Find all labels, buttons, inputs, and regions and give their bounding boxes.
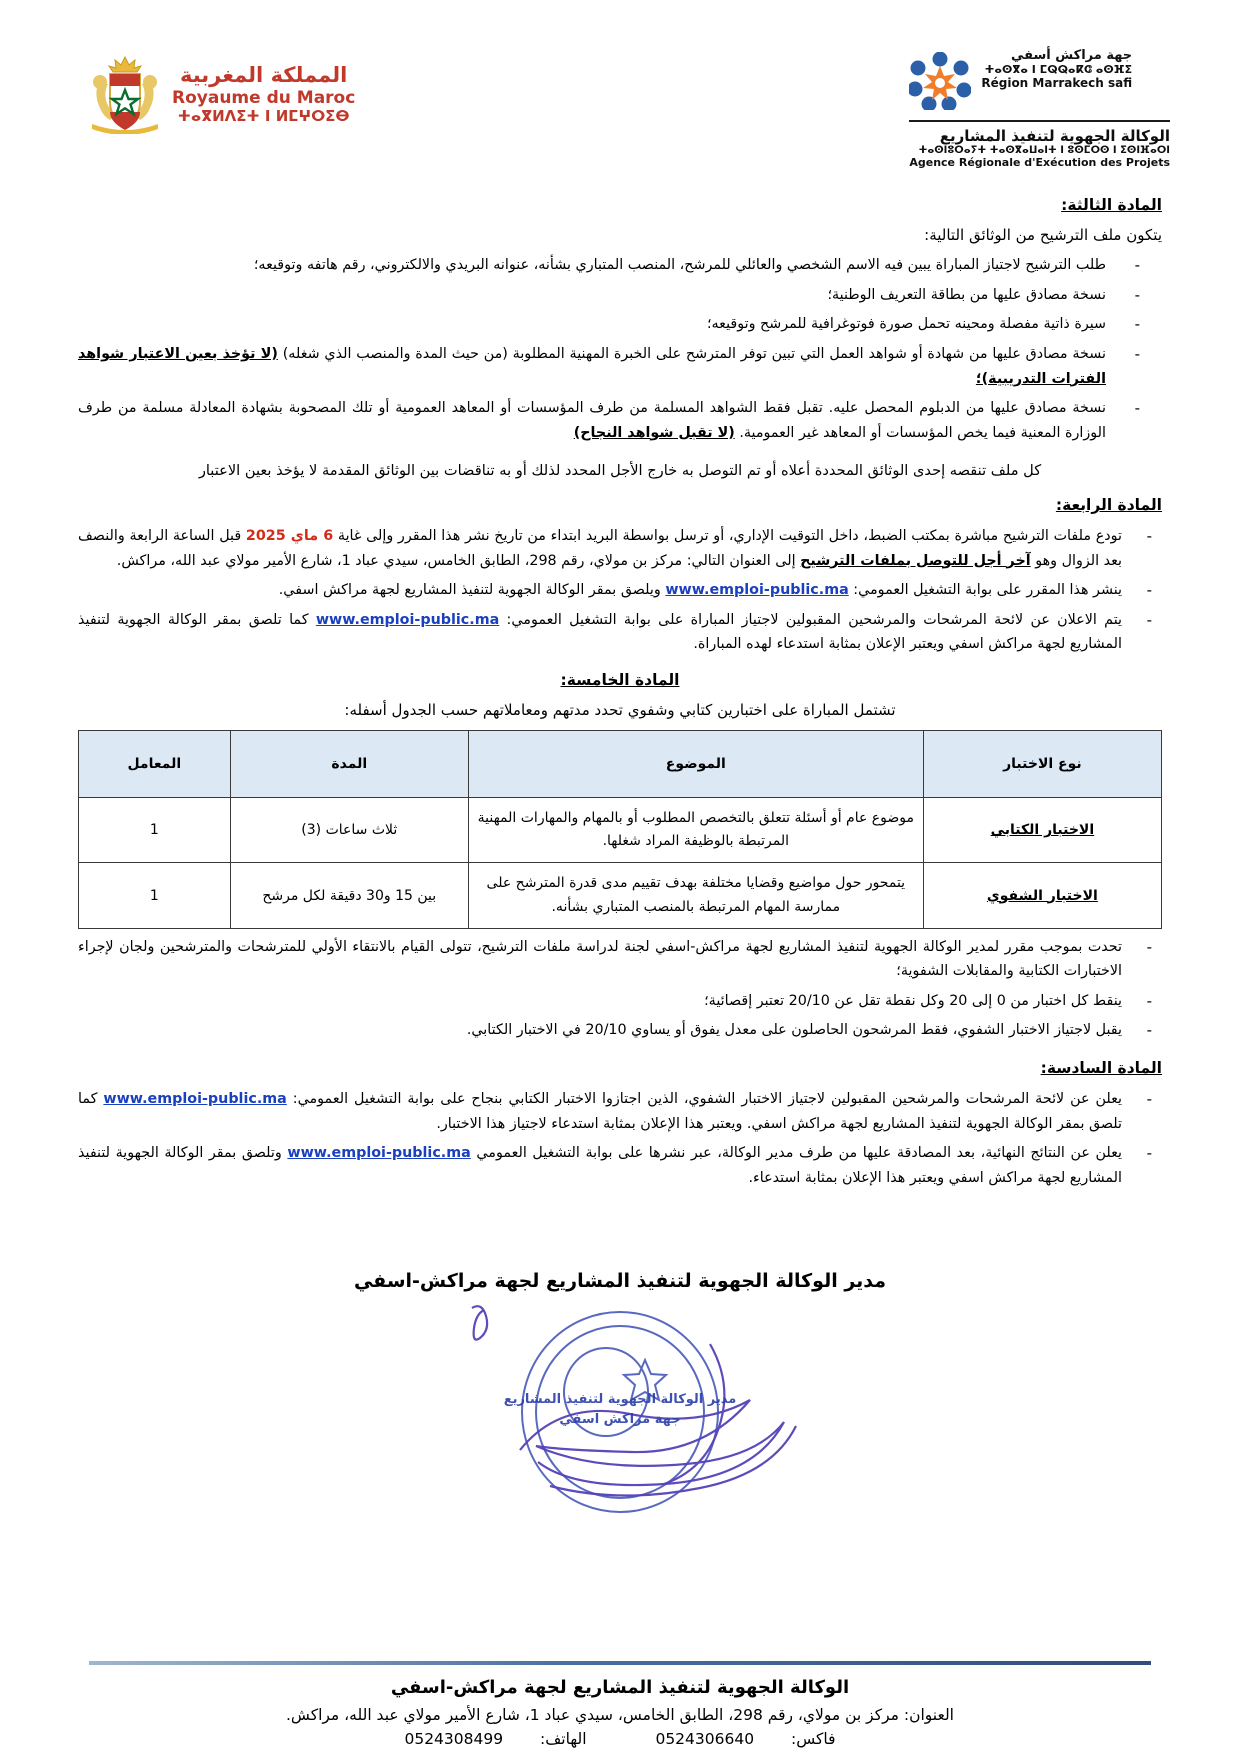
exam-table (78, 730, 1162, 928)
list-item (78, 396, 1162, 445)
emphasis-note: (لا تقبل شواهد النجاح) (573, 424, 735, 441)
text-run: سيرة ذاتية مفصلة ومحينه تحمل صورة فوتوغرافية للمرشح وتوقيعه؛ (706, 316, 1106, 333)
article-3-closing: كل ملف تنقصه إحدى الوثائق المحددة أعلاه أو تم التوصل به خارج الأجل المحدد لذلك أو به تناقضات بين الوثائق المقدمة لا يؤخذ بعين الاعتبار (198, 462, 1042, 480)
text-run: نسخة مصادق عليها من الدبلوم المحصل عليه. تقبل فقط الشواهد المسلمة من طرف المؤسسات أو المعاهد العمومية أو تلك المصحوبة بشهادة المعادلة مسلمة من طرف الوزارة المعنية فيما يخص المؤسسات أو المعاهد غير العمومية. (78, 400, 1106, 441)
list-item (78, 283, 1162, 308)
agency-name-french: Agence Régionale d'Exécution des Projets (909, 156, 1170, 169)
document-body (78, 196, 1162, 1195)
kingdom-titles (172, 63, 355, 126)
exam-subject-oral: يتمحور حول مواضيع وقضايا مختلفة بهدف تقييم مدى قدرة المترشح على ممارسة المهام المرتبطة بالمنصب المتباري بشأنه. (468, 863, 923, 928)
exam-table-header-duration: المدة (230, 731, 468, 798)
text-run: قبل الساعة الرابعة والنصف بعد الزوال وهو (78, 528, 1122, 569)
text-run: نسخة مصادق عليها من شهادة أو شواهد العمل التي تبين توفر المترشح على الخبرة المهنية المطلوبة (من حيث المدة والمنصب الذي شغله) (277, 345, 1106, 362)
text-run: تودع ملفات الترشيح مباشرة بمكتب الضبط، داخل التوقيت الإداري، أو ترسل بواسطة البريد ابتداء من تاريخ نشر هذا المقرر وإلى غاية (333, 528, 1122, 545)
list-item (78, 1141, 1162, 1190)
emploi-public-link[interactable]: www.emploi-public.ma (287, 1145, 471, 1162)
list-item (78, 524, 1162, 573)
header-divider (909, 120, 1170, 122)
text-run: ينشر هذا المقرر على بوابة التشغيل العمومي: (848, 582, 1122, 599)
list-item (78, 342, 1162, 391)
article-3-title: المادة الثالثة: (1061, 196, 1162, 214)
list-item (78, 312, 1162, 337)
text-run: طلب الترشيح لاجتياز المباراة يبين فيه الاسم الشخصي والعائلي للمرشح، المنصب المتباري بشأنه، عنوانه البريدي والالكتروني، رقم هاتفه وتوقيعه؛ (253, 257, 1106, 274)
article-4-list (78, 524, 1162, 657)
table-row (79, 798, 1162, 863)
footer-contact (0, 1730, 1240, 1754)
kingdom-name-tifinagh: ⵜⴰⴳⵍⴷⵉⵜ ⵏ ⵍⵎⵖⵔⵉⴱ (177, 106, 350, 125)
article-5-lead: تشتمل المباراة على اختبارين كتابي وشفوي تحدد مدتهم ومعاملاتهم حسب الجدول أسفله: (344, 700, 896, 719)
exam-table-header-coef: المعامل (79, 731, 231, 798)
region-marrakech-safi-star-logo-icon (909, 52, 971, 114)
list-item (78, 608, 1162, 657)
kingdom-name-french: Royaume du Maroc (172, 87, 356, 108)
region-name-arabic: جهة مراكش أسفي (1010, 48, 1133, 63)
emphasis-note: (لا تؤخذ بعين الاعتبار شواهد الفترات التدريبية)؛ (78, 345, 1106, 387)
footer-divider (89, 1661, 1151, 1665)
exam-duration-written: ثلاث ساعات (3) (230, 798, 468, 863)
exam-table-header-row (79, 731, 1162, 798)
list-item (78, 989, 1162, 1014)
exam-type-oral: الاختبار الشفوي (923, 863, 1161, 928)
text-run: ينقط كل اختبار من 0 إلى 20 وكل نقطة تقل عن 20/10 تعتبر إقصائية؛ (704, 992, 1122, 1009)
text-run: كما تلصق بمقر الوكالة الجهوية لتنفيذ المشاريع لجهة مراكش اسفي ويعتبر الإعلان بمثابة استدعاء لهده المباراة. (78, 611, 1122, 653)
article-6-title: المادة السادسة: (1040, 1058, 1162, 1077)
article-4-title: المادة الرابعة: (1055, 496, 1162, 515)
stamp-text-block (440, 1390, 800, 1429)
list-item (78, 935, 1162, 984)
text-run: تحدت بموجب مقرر لمدير الوكالة الجهوية لتنفيذ المشاريع لجهة مراكش-اسفي لجنة لدراسة ملفات الترشيح، تتولى القيام بالانتقاء الأولي للمترشحات والمترشحين ولجان لإجراء الاختبارات الكتابية والمقابلات الشفوية؛ (78, 938, 1122, 980)
exam-coefficient-oral: 1 (79, 863, 231, 928)
exam-type-written: الاختبار الكتابي (923, 798, 1161, 863)
text-run: يقبل لاجتياز الاختبار الشفوي، فقط المرشحون الحاصلون على معدل يفوق أو يساوي 20/10 في الاختبار الكتابي. (466, 1022, 1122, 1039)
exam-coefficient-written: 1 (79, 798, 231, 863)
article-3-lead: يتكون ملف الترشيح من الوثائق التالية: (924, 226, 1162, 244)
table-row (79, 863, 1162, 928)
text-run: ويلصق بمقر الوكالة الجهوية لتنفيذ المشاريع لجهة مراكش اسفي. (278, 582, 666, 599)
footer-fax: فاكس: 0524306640 (655, 1730, 836, 1748)
article-5-list (78, 935, 1162, 1043)
document-footer (0, 1661, 1240, 1754)
text-run: يتم الاعلان عن لائحة المرشحات والمرشحين المقبولين لاجتياز المباراة على بوابة التشغيل العمومي: (499, 611, 1122, 628)
text-run: إلى العنوان التالي: مركز بن مولاي، رقم 298، الطابق الخامس، سيدي عباد 1، شارع الأمير مولاي عبد الله، مراكش. (116, 552, 801, 569)
agency-emblem-block (909, 48, 1170, 169)
list-item (78, 1018, 1162, 1043)
footer-organization-name: الوكالة الجهوية لتنفيذ المشاريع لجهة مراكش-اسفي (390, 1677, 850, 1698)
article-3-list (78, 253, 1162, 445)
stamp-line-2: جهة مراكش اسفي (559, 1411, 681, 1427)
kingdom-name-arabic: المملكة المغربية (179, 62, 348, 87)
kingdom-emblem-block (88, 54, 355, 134)
emploi-public-link[interactable]: www.emploi-public.ma (665, 582, 849, 599)
text-run: يعلن عن لائحة المرشحات والمرشحين المقبولين لاجتياز الاختبار الشفوي، الذين اجتازوا الاختبار الكتابي بنجاح على بوابة التشغيل العمومي: (286, 1090, 1122, 1107)
text-run: كما تلصق بمقر الوكالة الجهوية لتنفيذ المشاريع لجهة مراكش اسفي. ويعتبر هذا الإعلان بمثابة استدعاء لاجتياز هذا الاختبار. (78, 1090, 1122, 1132)
list-item (78, 1087, 1162, 1136)
emphasis-note: آخر أجل للتوصل بملفات الترشيح (800, 552, 1031, 569)
list-item (78, 578, 1162, 603)
emploi-public-link[interactable]: www.emploi-public.ma (315, 611, 500, 628)
deadline-date: 6 ماي 2025 (245, 528, 334, 545)
agency-name-arabic: الوكالة الجهوية لتنفيذ المشاريع (939, 127, 1170, 145)
stamp-line-1: مدير الوكالة الجهوية لتنفيذ المشاريع (503, 1392, 737, 1407)
exam-table-body (79, 798, 1162, 928)
article-5-title: المادة الخامسة: (560, 670, 680, 689)
text-run: يعلن عن النتائج النهائية، بعد المصادقة عليها من طرف مدير الوكالة، عبر نشرها على بوابة التشغيل العمومي (470, 1145, 1122, 1162)
exam-table-header-subject: الموضوع (468, 731, 923, 798)
footer-address: العنوان: مركز بن مولاي، رقم 298، الطابق الخامس، سيدي عباد 1، شارع الأمير مولاي عبد الله، مراكش. (286, 1706, 954, 1724)
exam-subject-written: موضوع عام أو أسئلة تتعلق بالتخصص المطلوب أو بالمهام والمهارات المهنية المرتبطة بالوظيفة المراد شغلها. (468, 798, 923, 863)
moroccan-coat-of-arms-icon (88, 54, 162, 134)
article-6-list (78, 1087, 1162, 1190)
agency-titles (909, 48, 1170, 169)
document-header (0, 48, 1240, 169)
region-name-french: Région Marrakech safi (981, 76, 1133, 90)
signature-title: مدير الوكالة الجهوية لتنفيذ المشاريع لجهة مراكش-اسفي (353, 1270, 887, 1292)
text-run: نسخة مصادق عليها من بطاقة التعريف الوطنية؛ (827, 286, 1106, 303)
footer-phone: الهاتف: 0524308499 (404, 1730, 587, 1748)
agency-name-tifinagh: ⵜⴰⵙⵏⵓⵔⴰⵢⵜ ⵜⴰⵙⴳⴰⵡⴰⵏⵜ ⵏ ⵓⵙⵎⵔⵙ ⵏ ⵉⵙⵏⴼⴰⵔⵏ (918, 145, 1170, 156)
exam-duration-oral: بين 15 و30 دقيقة لكل مرشح (230, 863, 468, 928)
list-item (78, 253, 1162, 278)
exam-table-header-type: نوع الاختبار (923, 731, 1161, 798)
emploi-public-link[interactable]: www.emploi-public.ma (103, 1090, 287, 1107)
text-run: وتلصق بمقر الوكالة الجهوية لتنفيذ المشاريع لجهة مراكش اسفي ويعتبر هذا الإعلان بمثابة استدعاء. (78, 1145, 1122, 1186)
signature-area (0, 1270, 1240, 1510)
region-name-tifinagh: ⵜⴰⵙⴳⴰ ⵏ ⵎⵕⵕⴰⴽⵛ ⴰⵙⴼⵉ (984, 63, 1133, 76)
